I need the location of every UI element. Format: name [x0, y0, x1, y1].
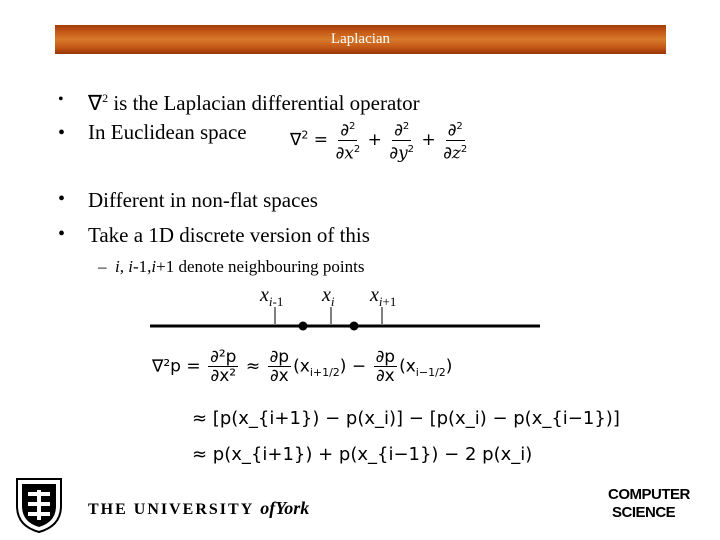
point-marker — [350, 322, 359, 331]
slide-title: Laplacian — [55, 25, 666, 54]
bullet-dot: • — [58, 188, 66, 210]
discrete-formula-line2: ≈ [p(x_{i+1}) − p(x_i)] − [p(x_i) − p(x_{i−1})] — [192, 408, 620, 429]
sub-bullet-neighbours: – i, i-1,i+1 denote neighbouring points — [98, 257, 365, 276]
point-marker — [299, 322, 308, 331]
bullet-non-flat: Different in non-flat spaces — [88, 188, 318, 212]
bullet-euclidean: In Euclidean space — [88, 120, 247, 144]
bullet-1d-discrete: Take a 1D discrete version of this — [88, 223, 370, 247]
point-label-x-i-plus-1: $x_{i+1}$ — [370, 284, 397, 309]
point-label-x-i: $x_i$ — [322, 284, 335, 309]
bullet-text: is the Laplacian differential operator — [113, 91, 420, 115]
university-of-york-wordmark: THE UNIVERSITY ofYork — [88, 498, 310, 518]
university-crest-logo — [14, 476, 64, 534]
nabla-symbol: ∇ — [88, 91, 103, 115]
euclidean-laplacian-formula: ∇$^2$ = $\frac{\partial^2}{\partial x^2}$ + $\frac{\partial^2}{\partial y^2}$ + $\frac{\partial^2}{\partial z^2}$ — [290, 118, 469, 162]
discrete-formula-line1: ∇²p = $\frac{\text{∂²p}}{\text{∂x²}}$ ≈ $\frac{\partial p}{\partial x}$ $(x_{i+1/2})$ − $\frac{\partial p}{\partial x}$ $(x_{i-1/2})$ — [152, 347, 453, 386]
computer-science-logo: COMPUTER SCIENCE — [608, 486, 690, 521]
bullet-dot: • — [58, 122, 66, 144]
bullet-dot: • — [58, 223, 66, 245]
discrete-formula-line3: ≈ p(x_{i+1}) + p(x_{i−1}) − 2 p(x_i) — [192, 444, 533, 465]
nabla-superscript: 2 — [102, 91, 109, 105]
bullet-dot: • — [58, 91, 64, 108]
point-label-x-i-minus-1: $x_{i-1}$ — [260, 284, 284, 309]
